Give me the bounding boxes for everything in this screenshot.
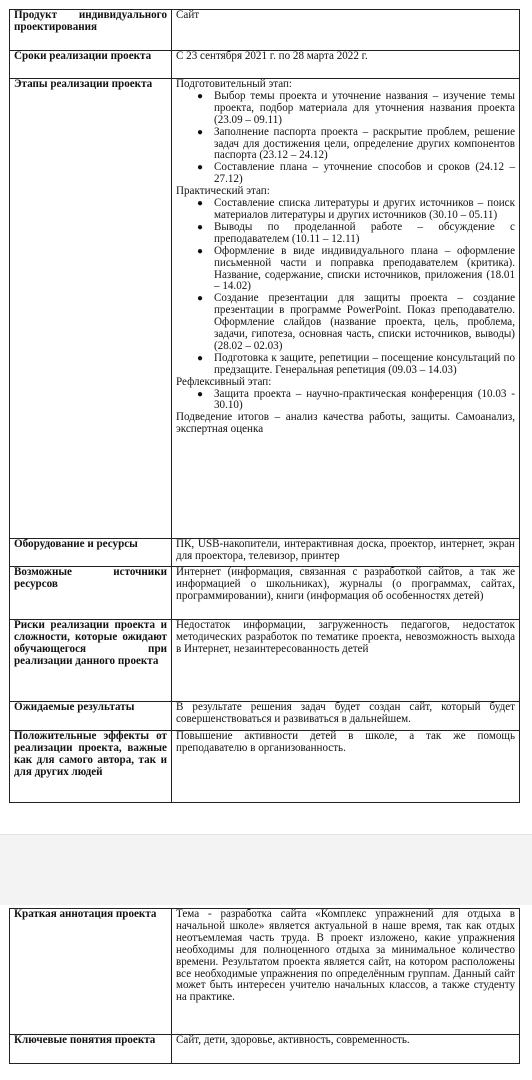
table-row (10, 51, 520, 79)
list-item: ● Выбор темы проекта и уточнение названия – изучение темы проекта, подбор материала для уточнения названия проекта (23.09 – 09.11) (197, 89, 515, 126)
list-item: ● Создание презентации для защиты проекта – создание презентации в программе PowerPoint. Показ преподавателю. Оформление слайдов (название проекта, цель, проблема, задачи, гипотеза, основная часть, списки источников, выводы) (28.02 – 02.03) (197, 292, 515, 352)
row-label: Оборудование и ресурсы (10, 539, 172, 567)
stages-summary: Подведение итогов – анализ качества работы, защиты. Самоанализ, экспертная оценка (176, 411, 515, 436)
row-value: Повышение активности детей в школе, а так же помощь преподавателю в организованность. (172, 731, 520, 803)
list-item: ● Заполнение паспорта проекта – раскрытие проблем, решение задач для достижения цели, определение других компонентов паспорта (23.12 – 24.12) (197, 125, 515, 162)
table-row (10, 1035, 520, 1064)
table-row (10, 702, 520, 731)
stage-title: Рефлексивный этап: (176, 375, 272, 388)
row-label: Этапы реализации проекта (10, 79, 172, 539)
list-item: ● Подготовка к защите, репетиции – посещение консультаций по предзащите. Генеральная репетиция (09.03 – 14.03) (197, 351, 515, 376)
table-row (10, 79, 520, 539)
row-label: Ключевые понятия проекта (10, 1035, 172, 1064)
document-page-2 (0, 905, 532, 1080)
table-row (10, 567, 520, 620)
bullet-icon: ● (197, 126, 204, 138)
project-passport-table (9, 9, 520, 803)
row-value: Сайт (172, 10, 520, 51)
table-row (10, 731, 520, 803)
bullet-icon: ● (197, 245, 204, 257)
row-value: С 23 сентября 2021 г. по 28 марта 2022 г. (172, 51, 520, 79)
row-label: Возможные источники ресурсов (10, 567, 172, 620)
bullet-icon: ● (197, 293, 204, 305)
stage-list (176, 198, 515, 377)
bullet-icon: ● (197, 162, 204, 174)
list-item: ● Составление плана – уточнение способов и сроков (24.12 – 27.12) (197, 161, 515, 186)
row-value: Интернет (информация, связанная с разработкой сайтов, а так же информацией о школьниках), журналы (о программах, сайтах, программировании), книги (информация об особенностях детей) (172, 567, 520, 620)
row-label: Риски реализации проекта и сложности, которые ожидают обучающегося при реализации данного проекта (10, 620, 172, 702)
bullet-icon: ● (197, 221, 204, 233)
table-row (10, 10, 520, 51)
row-value: Сайт, дети, здоровье, активность, современность. (172, 1035, 520, 1064)
row-value: ПК, USB-накопители, интерактивная доска, проектор, интернет, экран для проектора, телевизор, принтер (172, 539, 520, 567)
table-row (10, 620, 520, 702)
row-value: Недостаток информации, загруженность педагогов, недостаток методических разработок по тематике проекта, невозможность выхода в Интернет, незаинтересованность детей (172, 620, 520, 702)
page-separator (0, 834, 532, 906)
row-label: Краткая аннотация проекта (10, 909, 172, 1035)
table-row (10, 539, 520, 567)
row-value: Тема - разработка сайта «Комплекс упражнений для отдыха в начальной школе» является актуальной в наше время, так как отдых неотъемлемая часть труда. В проект изложено, какие упражнения необходимы для полноценного отдыха за минимальное количество времени. Результатом проекта является сайт, на котором расположены все необходимые упражнения по определённым группам. Данный сайт может быть интересен учителю начальных классов, а также студенту на практике. (172, 909, 520, 1035)
row-label: Положительные эффекты от реализации проекта, важные как для самого автора, так и для других людей (10, 731, 172, 803)
bullet-icon: ● (197, 388, 204, 400)
list-item: ● Выводы по проделанной работе – обсуждение с преподавателем (10.11 – 12.11) (197, 220, 515, 245)
list-item: ● Защита проекта – научно-практическая конференция (10.03 - 30.10) (197, 387, 515, 412)
row-label: Ожидаемые результаты (10, 702, 172, 731)
row-label: Продукт индивидуального проектирования (10, 10, 172, 51)
bullet-icon: ● (197, 90, 204, 102)
list-item: ● Составление списка литературы и других источников – поиск материалов литературы и других источников (30.10 – 05.11) (197, 197, 515, 221)
stage-title: Подготовительный этап: (176, 78, 292, 90)
stage-list (176, 389, 515, 413)
stage-title: Практический этап: (176, 185, 270, 198)
stage-list (176, 91, 515, 186)
list-item: ● Оформление в виде индивидуального плана – оформление письменной части и поправка преподавателем (критика). Название, содержание, списки источников, приложения (18.01 – 14.02) (197, 244, 515, 293)
project-annotation-table (9, 908, 520, 1064)
table-row (10, 909, 520, 1035)
row-label: Сроки реализации проекта (10, 51, 172, 79)
stages-cell (172, 79, 520, 539)
row-value: В результате решения задач будет создан сайт, который будет совершенствоваться и развиваться в дальнейшем. (172, 702, 520, 731)
bullet-icon: ● (197, 352, 204, 364)
bullet-icon: ● (197, 198, 204, 210)
